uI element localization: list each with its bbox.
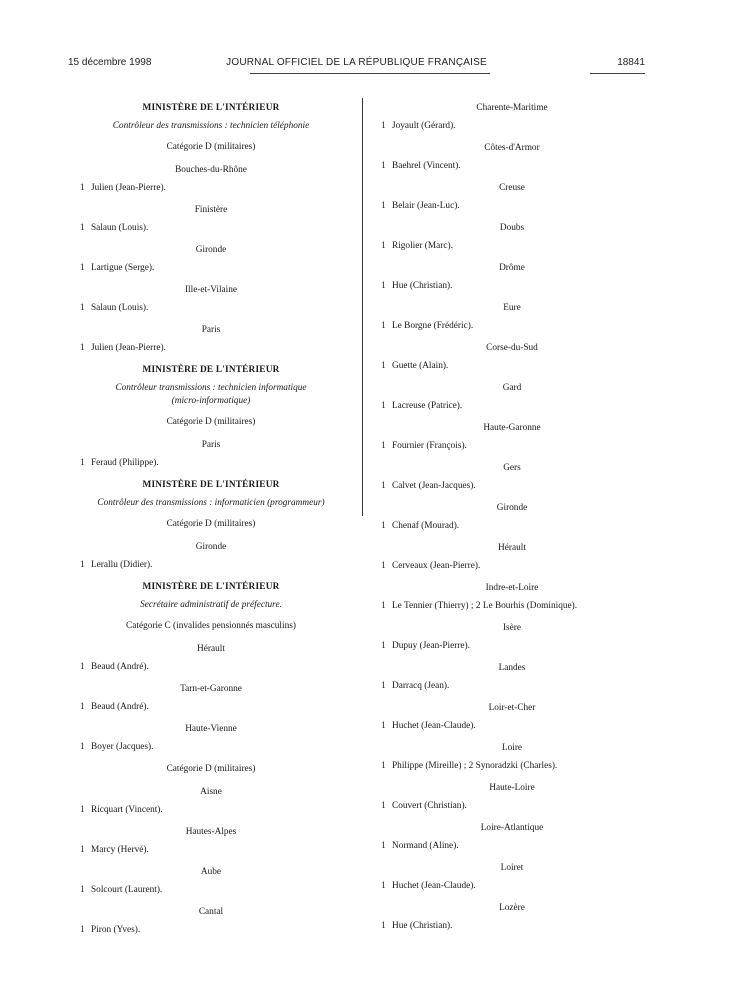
department-heading: Eure bbox=[503, 303, 521, 313]
post-title: Secrétaire administratif de préfecture. bbox=[140, 600, 282, 610]
ministry-heading: MINISTÈRE DE L'INTÉRIEUR bbox=[142, 582, 280, 592]
list-item: 1 Fournier (François). bbox=[381, 441, 467, 451]
left-column bbox=[80, 102, 342, 946]
ministry-heading: MINISTÈRE DE L'INTÉRIEUR bbox=[142, 480, 280, 490]
list-item: 1 Julien (Jean-Pierre). bbox=[80, 343, 166, 353]
department-heading: Gironde bbox=[195, 245, 227, 255]
journal-title: JOURNAL OFFICIEL DE LA RÉPUBLIQUE FRANÇAISE bbox=[226, 57, 487, 68]
department-heading: Hérault bbox=[197, 644, 225, 654]
department-heading: Gard bbox=[502, 383, 522, 393]
department-heading: Hautes-Alpes bbox=[185, 827, 237, 837]
department-heading: Corse-du-Sud bbox=[486, 343, 538, 353]
list-item: 1 Julien (Jean-Pierre). bbox=[80, 183, 166, 193]
department-heading: Finistère bbox=[194, 205, 228, 215]
list-item: 1 Joyault (Gérard). bbox=[381, 121, 456, 131]
list-item: 1 Feraud (Philippe). bbox=[80, 458, 159, 468]
department-heading: Paris bbox=[201, 440, 221, 450]
header-date: 15 décembre 1998 bbox=[68, 57, 152, 68]
header-rule bbox=[250, 73, 490, 74]
department-heading: Cantal bbox=[198, 907, 224, 917]
page-header bbox=[68, 57, 645, 73]
department-heading: Isère bbox=[502, 623, 522, 633]
list-item: 1 Calvet (Jean-Jacques). bbox=[381, 481, 476, 491]
list-item: 1 Cerveaux (Jean-Pierre). bbox=[381, 561, 481, 571]
list-item: 1 Lartigue (Serge). bbox=[80, 263, 155, 273]
list-item: 1 Boyer (Jacques). bbox=[80, 742, 154, 752]
ministry-heading: MINISTÈRE DE L'INTÉRIEUR bbox=[142, 103, 280, 113]
list-item: 1 Le Borgne (Frédéric). bbox=[381, 321, 474, 331]
department-heading: Gironde bbox=[496, 503, 528, 513]
department-heading: Landes bbox=[498, 663, 526, 673]
department-heading: Ille-et-Vilaine bbox=[184, 285, 238, 295]
category-heading: Catégorie D (militaires) bbox=[166, 764, 256, 774]
department-heading: Haute-Vienne bbox=[185, 724, 237, 734]
list-item: 1 Philippe (Mireille) ; 2 Synoradzki (Charles). bbox=[381, 761, 558, 771]
header-rule-right bbox=[590, 73, 645, 74]
list-item: 1 Salaun (Louis). bbox=[80, 303, 149, 313]
list-item: 1 Darracq (Jean). bbox=[381, 681, 450, 691]
ministry-heading: MINISTÈRE DE L'INTÉRIEUR bbox=[142, 365, 280, 375]
department-heading: Drôme bbox=[499, 263, 525, 273]
list-item: 1 Hue (Christian). bbox=[381, 281, 453, 291]
department-heading: Côtes-d'Armor bbox=[484, 143, 540, 153]
department-heading: Loir-et-Cher bbox=[488, 703, 536, 713]
department-heading: Charente-Maritime bbox=[476, 103, 548, 113]
department-heading: Hérault bbox=[498, 543, 526, 553]
list-item: 1 Solcourt (Laurent). bbox=[80, 885, 163, 895]
list-item: 1 Huchet (Jean-Claude). bbox=[381, 721, 476, 731]
list-item: 1 Lacreuse (Patrice). bbox=[381, 401, 463, 411]
department-heading: Gironde bbox=[195, 542, 227, 552]
department-heading: Haute-Garonne bbox=[483, 423, 541, 433]
department-heading: Gers bbox=[503, 463, 521, 473]
list-item: 1 Beaud (André). bbox=[80, 702, 149, 712]
list-item: 1 Le Tennier (Thierry) ; 2 Le Bourhis (Dominique). bbox=[381, 601, 578, 611]
list-item: 1 Couvert (Christian). bbox=[381, 801, 467, 811]
column-divider bbox=[362, 98, 363, 516]
list-item: 1 Normand (Aline). bbox=[381, 841, 459, 851]
list-item: 1 Huchet (Jean-Claude). bbox=[381, 881, 476, 891]
department-heading: Loire bbox=[501, 743, 523, 753]
post-title: Contrôleur des transmissions : technicien téléphonie bbox=[112, 121, 310, 131]
list-item: 1 Belair (Jean-Luc). bbox=[381, 201, 460, 211]
list-item: 1 Guette (Alain). bbox=[381, 361, 449, 371]
list-item: 1 Rigolier (Marc). bbox=[381, 241, 453, 251]
list-item: 1 Salaun (Louis). bbox=[80, 223, 149, 233]
list-item: 1 Marcy (Hervé). bbox=[80, 845, 149, 855]
department-heading: Creuse bbox=[499, 183, 525, 193]
department-heading: Tarn-et-Garonne bbox=[180, 684, 242, 694]
category-heading: Catégorie D (militaires) bbox=[166, 417, 256, 427]
list-item: 1 Hue (Christian). bbox=[381, 921, 453, 931]
department-heading: Lozère bbox=[499, 903, 525, 913]
list-item: 1 Piron (Yves). bbox=[80, 925, 141, 935]
department-heading: Aube bbox=[200, 867, 222, 877]
post-title: Contrôleur des transmissions : informaticien (programmeur) bbox=[97, 498, 325, 508]
post-title: Contrôleur transmissions : technicien informatique (micro-informatique) bbox=[115, 383, 307, 406]
department-heading: Loire-Atlantique bbox=[480, 823, 544, 833]
department-heading: Doubs bbox=[499, 223, 525, 233]
department-heading: Aisne bbox=[200, 787, 222, 797]
category-heading: Catégorie C (invalides pensionnés masculins) bbox=[126, 621, 296, 631]
right-column bbox=[381, 102, 643, 942]
list-item: 1 Chenaf (Mourad). bbox=[381, 521, 460, 531]
department-heading: Haute-Loire bbox=[489, 783, 535, 793]
list-item: 1 Ricquart (Vincent). bbox=[80, 805, 163, 815]
list-item: 1 Lerallu (Didier). bbox=[80, 560, 153, 570]
page-number: 18841 bbox=[617, 57, 645, 68]
list-item: 1 Baehrel (Vincent). bbox=[381, 161, 461, 171]
department-heading: Loiret bbox=[500, 863, 524, 873]
department-heading: Paris bbox=[201, 325, 221, 335]
category-heading: Catégorie D (militaires) bbox=[166, 519, 256, 529]
category-heading: Catégorie D (militaires) bbox=[166, 142, 256, 152]
list-item: 1 Beaud (André). bbox=[80, 662, 149, 672]
list-item: 1 Dupuy (Jean-Pierre). bbox=[381, 641, 470, 651]
department-heading: Bouches-du-Rhône bbox=[175, 165, 247, 175]
department-heading: Indre-et-Loire bbox=[485, 583, 539, 593]
